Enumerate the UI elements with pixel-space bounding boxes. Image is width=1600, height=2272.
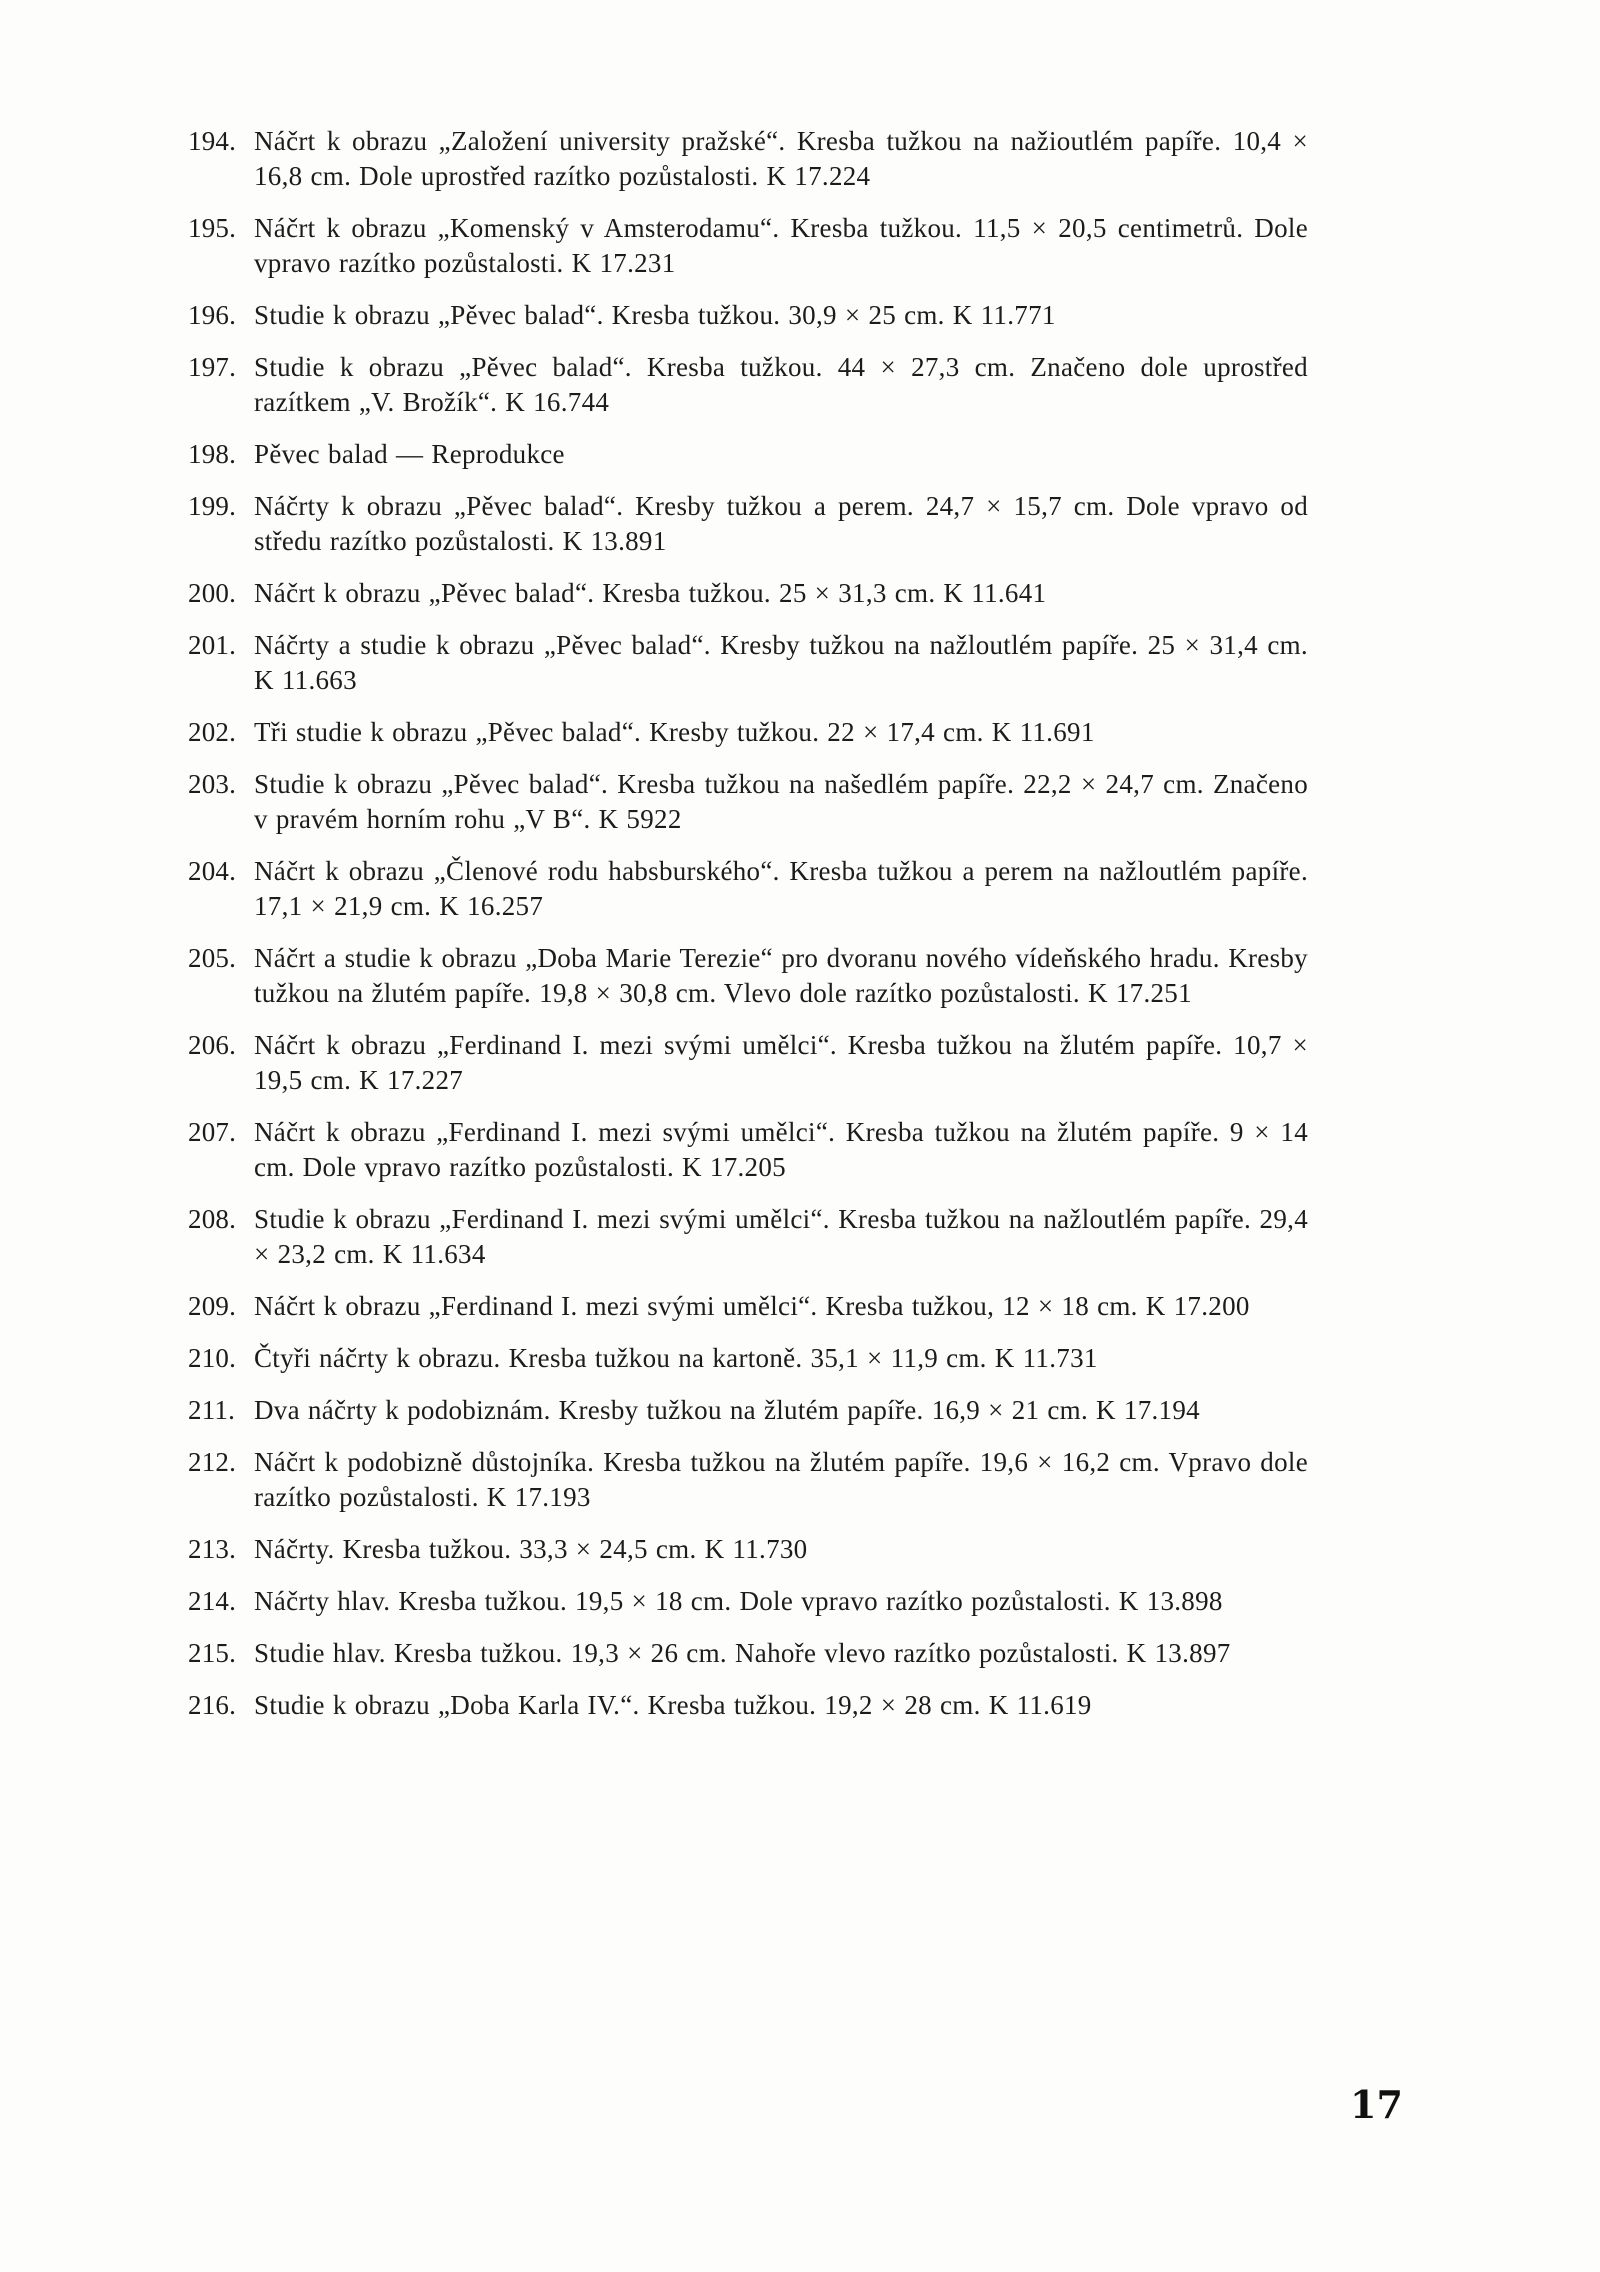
catalog-entry [188, 628, 1308, 698]
page-number: 17 [1350, 2082, 1403, 2127]
entry-text: Náčrt k obrazu „Založení university pražské“. Kresba tužkou na nažioutlém papíře. 10,4 × 16,8 cm. Dole uprostřed razítko pozůstalosti. K 17.224 [254, 126, 1308, 191]
catalog-entry [188, 211, 1308, 281]
entry-text: Studie k obrazu „Pěvec balad“. Kresba tužkou. 30,9 × 25 cm. K 11.771 [254, 300, 1056, 330]
entry-number: 194. [188, 126, 237, 156]
catalog-entry [188, 941, 1308, 1011]
catalog-entry [188, 1028, 1308, 1098]
entry-number: 210. [188, 1343, 237, 1373]
catalog-entry [188, 1532, 1308, 1567]
entry-text: Náčrt a studie k obrazu „Doba Marie Terezie“ pro dvoranu nového vídeňského hradu. Kresby tužkou na žlutém papíře. 19,8 × 30,8 cm. Vlevo dole razítko pozůstalosti. K 17.251 [254, 943, 1308, 1008]
catalog-list [188, 124, 1308, 1740]
entry-text: Pěvec balad — Reprodukce [254, 439, 565, 469]
entry-number: 214. [188, 1586, 237, 1616]
catalog-entry [188, 1393, 1308, 1428]
entry-text: Náčrt k obrazu „Ferdinand I. mezi svými umělci“. Kresba tužkou, 12 × 18 cm. K 17.200 [254, 1291, 1250, 1321]
entry-number: 209. [188, 1291, 237, 1321]
catalog-entry [188, 767, 1308, 837]
entry-text: Náčrt k obrazu „Ferdinand I. mezi svými umělci“. Kresba tužkou na žlutém papíře. 10,7 × 19,5 cm. K 17.227 [254, 1030, 1308, 1095]
catalog-entry [188, 1289, 1308, 1324]
entry-text: Tři studie k obrazu „Pěvec balad“. Kresby tužkou. 22 × 17,4 cm. K 11.691 [254, 717, 1095, 747]
entry-text: Náčrty a studie k obrazu „Pěvec balad“. Kresby tužkou na nažloutlém papíře. 25 × 31,4 cm. K 11.663 [254, 630, 1308, 695]
entry-number: 195. [188, 213, 237, 243]
entry-number: 206. [188, 1030, 237, 1060]
entry-text: Náčrt k podobizně důstojníka. Kresba tužkou na žlutém papíře. 19,6 × 16,2 cm. Vpravo dole razítko pozůstalosti. K 17.193 [254, 1447, 1308, 1512]
entry-text: Dva náčrty k podobiznám. Kresby tužkou na žlutém papíře. 16,9 × 21 cm. K 17.194 [254, 1395, 1200, 1425]
catalog-entry [188, 124, 1308, 194]
catalog-entry [188, 1584, 1308, 1619]
entry-text: Náčrt k obrazu „Komenský v Amsterodamu“. Kresba tužkou. 11,5 × 20,5 centimetrů. Dole vpravo razítko pozůstalosti. K 17.231 [254, 213, 1308, 278]
entry-number: 207. [188, 1117, 237, 1147]
catalog-entry [188, 1636, 1308, 1671]
entry-number: 201. [188, 630, 237, 660]
catalog-entry [188, 489, 1308, 559]
entry-number: 213. [188, 1534, 237, 1564]
catalog-entry [188, 1341, 1308, 1376]
entry-text: Náčrt k obrazu „Ferdinand I. mezi svými umělci“. Kresba tužkou na žlutém papíře. 9 × 14 cm. Dole vpravo razítko pozůstalosti. K 17.205 [254, 1117, 1308, 1182]
entry-number: 200. [188, 578, 237, 608]
entry-number: 204. [188, 856, 237, 886]
entry-text: Studie k obrazu „Pěvec balad“. Kresba tužkou na našedlém papíře. 22,2 × 24,7 cm. Značeno v pravém horním rohu „V B“. K 5922 [254, 769, 1308, 834]
entry-number: 211. [188, 1395, 236, 1425]
entry-text: Náčrty. Kresba tužkou. 33,3 × 24,5 cm. K 11.730 [254, 1534, 808, 1564]
catalog-entry [188, 576, 1308, 611]
catalog-entry [188, 1688, 1308, 1723]
catalog-entry [188, 298, 1308, 333]
entry-number: 208. [188, 1204, 237, 1234]
entry-text: Studie k obrazu „Pěvec balad“. Kresba tužkou. 44 × 27,3 cm. Značeno dole uprostřed razítkem „V. Brožík“. K 16.744 [254, 352, 1308, 417]
entry-number: 199. [188, 491, 237, 521]
catalog-entry [188, 1115, 1308, 1185]
entry-number: 197. [188, 352, 237, 382]
entry-number: 205. [188, 943, 237, 973]
catalog-entry [188, 854, 1308, 924]
entry-number: 196. [188, 300, 237, 330]
entry-text: Náčrt k obrazu „Pěvec balad“. Kresba tužkou. 25 × 31,3 cm. K 11.641 [254, 578, 1047, 608]
entry-number: 202. [188, 717, 237, 747]
entry-number: 215. [188, 1638, 237, 1668]
entry-text: Náčrty hlav. Kresba tužkou. 19,5 × 18 cm. Dole vpravo razítko pozůstalosti. K 13.898 [254, 1586, 1223, 1616]
catalog-entry [188, 1202, 1308, 1272]
entry-number: 203. [188, 769, 237, 799]
entry-text: Studie k obrazu „Ferdinand I. mezi svými umělci“. Kresba tužkou na nažloutlém papíře. 29,4 × 23,2 cm. K 11.634 [254, 1204, 1308, 1269]
catalog-entry [188, 1445, 1308, 1515]
catalog-entry [188, 437, 1308, 472]
entry-text: Náčrt k obrazu „Členové rodu habsburského“. Kresba tužkou a perem na nažloutlém papíře. 17,1 × 21,9 cm. K 16.257 [254, 856, 1308, 921]
catalog-entry [188, 350, 1308, 420]
entry-text: Studie hlav. Kresba tužkou. 19,3 × 26 cm. Nahoře vlevo razítko pozůstalosti. K 13.897 [254, 1638, 1231, 1668]
catalog-entry [188, 715, 1308, 750]
entry-text: Náčrty k obrazu „Pěvec balad“. Kresby tužkou a perem. 24,7 × 15,7 cm. Dole vpravo od středu razítko pozůstalosti. K 13.891 [254, 491, 1308, 556]
entry-number: 216. [188, 1690, 237, 1720]
entry-text: Čtyři náčrty k obrazu. Kresba tužkou na kartoně. 35,1 × 11,9 cm. K 11.731 [254, 1343, 1098, 1373]
entry-number: 212. [188, 1447, 237, 1477]
entry-number: 198. [188, 439, 237, 469]
entry-text: Studie k obrazu „Doba Karla IV.“. Kresba tužkou. 19,2 × 28 cm. K 11.619 [254, 1690, 1092, 1720]
